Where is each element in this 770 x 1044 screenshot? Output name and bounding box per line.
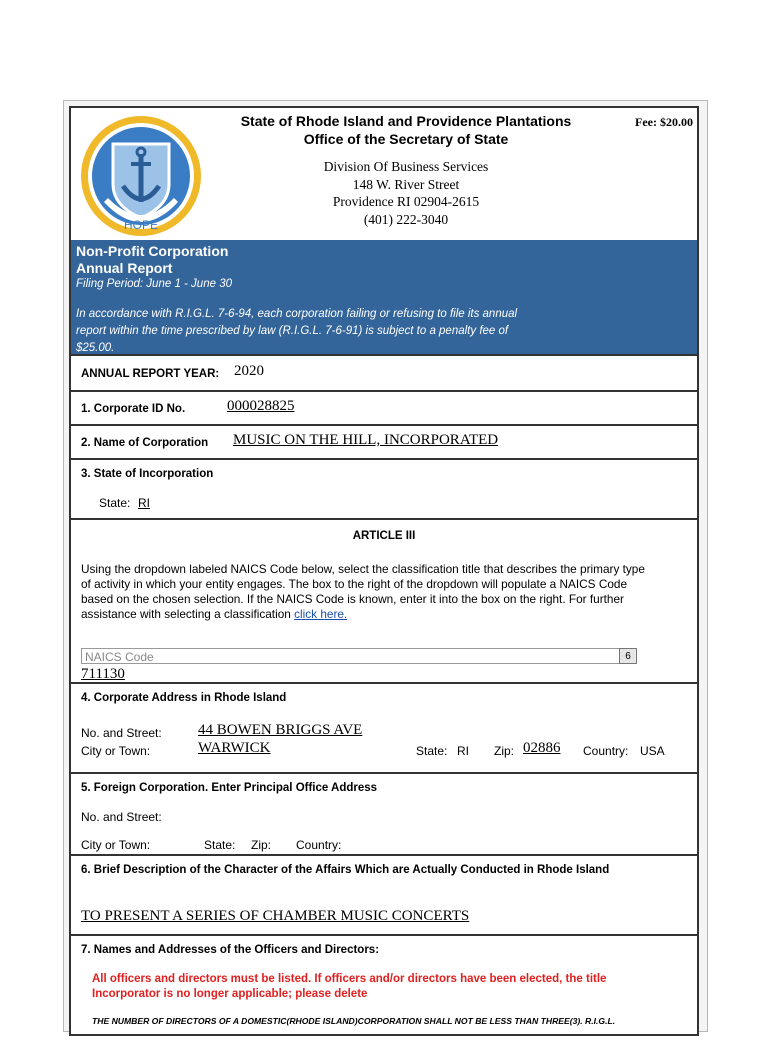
report-type bbox=[76, 243, 228, 277]
ri-country-label: Country: bbox=[583, 744, 629, 758]
article-line2: of activity in which your entity engages. The box to the right of the dropdown will populate a NAICS Code bbox=[81, 577, 628, 591]
article-line1: Using the dropdown labeled NAICS Code below, select the classification title that describes the primary type bbox=[81, 562, 645, 576]
naics-code-dropdown[interactable]: NAICS Code bbox=[81, 648, 629, 664]
fee-amount: Fee: $20.00 bbox=[635, 115, 693, 129]
naics-code-field[interactable]: 711130 bbox=[81, 666, 125, 682]
report-year-field[interactable]: 2020 bbox=[234, 363, 264, 379]
foreign-address-label: 5. Foreign Corporation. Enter Principal Office Address bbox=[81, 782, 378, 794]
foreign-state-label: State: bbox=[204, 838, 236, 852]
header-title bbox=[211, 112, 601, 148]
officers-warning-line2: Incorporator is no longer applicable; please delete bbox=[92, 988, 368, 1000]
penalty-notice bbox=[76, 306, 576, 357]
dropdown-arrow-icon[interactable]: 6 bbox=[619, 648, 637, 664]
section-article-iii bbox=[71, 518, 697, 682]
article-line4 bbox=[81, 607, 693, 622]
directors-notice: THE NUMBER OF DIRECTORS OF A DOMESTIC(RHODE ISLAND)CORPORATION SHALL NOT BE LESS THAN THREE(3). R.I.G.L. bbox=[92, 1016, 616, 1026]
section-corp-id bbox=[71, 390, 697, 424]
ri-street-field[interactable]: 44 BOWEN BRIGGS AVE bbox=[198, 722, 363, 738]
click-here-link[interactable]: click here. bbox=[294, 607, 348, 621]
ri-state-label: State: bbox=[416, 744, 448, 758]
office-title: Office of the Secretary of State bbox=[303, 131, 509, 147]
officers-label: 7. Names and Addresses of the Officers and Directors: bbox=[81, 944, 380, 956]
division-name: Division Of Business Services bbox=[323, 159, 489, 174]
incorporation-label: 3. State of Incorporation bbox=[81, 468, 214, 480]
form-page bbox=[69, 106, 699, 1036]
state-title: State of Rhode Island and Providence Plantations bbox=[240, 113, 572, 129]
section-foreign-address bbox=[71, 772, 697, 854]
penalty-notice-line2: report within the time prescribed by law (R.I.G.L. 7-6-91) is subject to a penalty fee of bbox=[76, 325, 509, 337]
corp-id-field[interactable]: 000028825 bbox=[227, 398, 295, 414]
ri-city-field[interactable]: WARWICK bbox=[198, 740, 271, 756]
rhode-island-seal-icon bbox=[79, 114, 204, 239]
report-type-line2: Annual Report bbox=[76, 260, 173, 276]
office-city: Providence RI 02904-2615 bbox=[332, 194, 480, 209]
penalty-notice-line1: In accordance with R.I.G.L. 7-6-94, each corporation failing or refusing to file its annual bbox=[76, 308, 518, 320]
filing-period: Filing Period: June 1 - June 30 bbox=[76, 278, 232, 290]
foreign-zip-label: Zip: bbox=[251, 838, 272, 852]
article-title: ARTICLE III bbox=[352, 530, 416, 542]
affairs-label: 6. Brief Description of the Character of the Affairs Which are Actually Conducted in Rhode Island bbox=[81, 864, 610, 876]
corp-name-field[interactable]: MUSIC ON THE HILL, INCORPORATED bbox=[233, 432, 499, 448]
section-affairs bbox=[71, 854, 697, 934]
ri-address-label: 4. Corporate Address in Rhode Island bbox=[81, 692, 287, 704]
seal-motto: HOPE bbox=[123, 218, 159, 232]
article-instructions bbox=[81, 562, 693, 622]
report-type-line1: Non-Profit Corporation bbox=[76, 243, 229, 259]
foreign-street-label: No. and Street: bbox=[81, 810, 162, 824]
office-phone: (401) 222-3040 bbox=[363, 211, 449, 227]
article-line3: based on the chosen selection. If the NAICS Code is known, enter it into the box on the right. For further bbox=[81, 592, 624, 606]
foreign-country-label: Country: bbox=[296, 838, 342, 852]
ri-country-field[interactable]: USA bbox=[640, 744, 665, 758]
section-ri-address bbox=[71, 682, 697, 772]
ri-street-label: No. and Street: bbox=[81, 726, 162, 740]
officers-warning-line1: All officers and directors must be listed. If officers and/or directors have been elected, the title bbox=[92, 973, 607, 985]
ri-zip-field[interactable]: 02886 bbox=[523, 740, 561, 756]
ri-zip-label: Zip: bbox=[494, 744, 515, 758]
corp-name-label: 2. Name of Corporation bbox=[81, 437, 209, 449]
office-address bbox=[211, 158, 601, 228]
incorporation-state-field[interactable]: RI bbox=[138, 496, 150, 510]
article-line4-text: assistance with selecting a classification bbox=[81, 607, 291, 621]
section-officers bbox=[71, 934, 697, 1044]
incorporation-state-label: State: bbox=[99, 496, 131, 510]
penalty-notice-line3: $25.00. bbox=[76, 342, 115, 354]
report-year-label: ANNUAL REPORT YEAR: bbox=[81, 368, 220, 380]
ri-state-field[interactable]: RI bbox=[457, 744, 469, 758]
ri-city-label: City or Town: bbox=[81, 744, 151, 758]
foreign-city-label: City or Town: bbox=[81, 838, 151, 852]
affairs-field[interactable]: TO PRESENT A SERIES OF CHAMBER MUSIC CONCERTS bbox=[81, 908, 470, 924]
report-banner bbox=[71, 240, 697, 354]
officers-warning bbox=[92, 972, 692, 1002]
corp-id-label: 1. Corporate ID No. bbox=[81, 403, 186, 415]
section-corp-name bbox=[71, 424, 697, 458]
section-incorporation bbox=[71, 458, 697, 518]
office-street: 148 W. River Street bbox=[352, 176, 460, 192]
section-report-year bbox=[71, 354, 697, 390]
